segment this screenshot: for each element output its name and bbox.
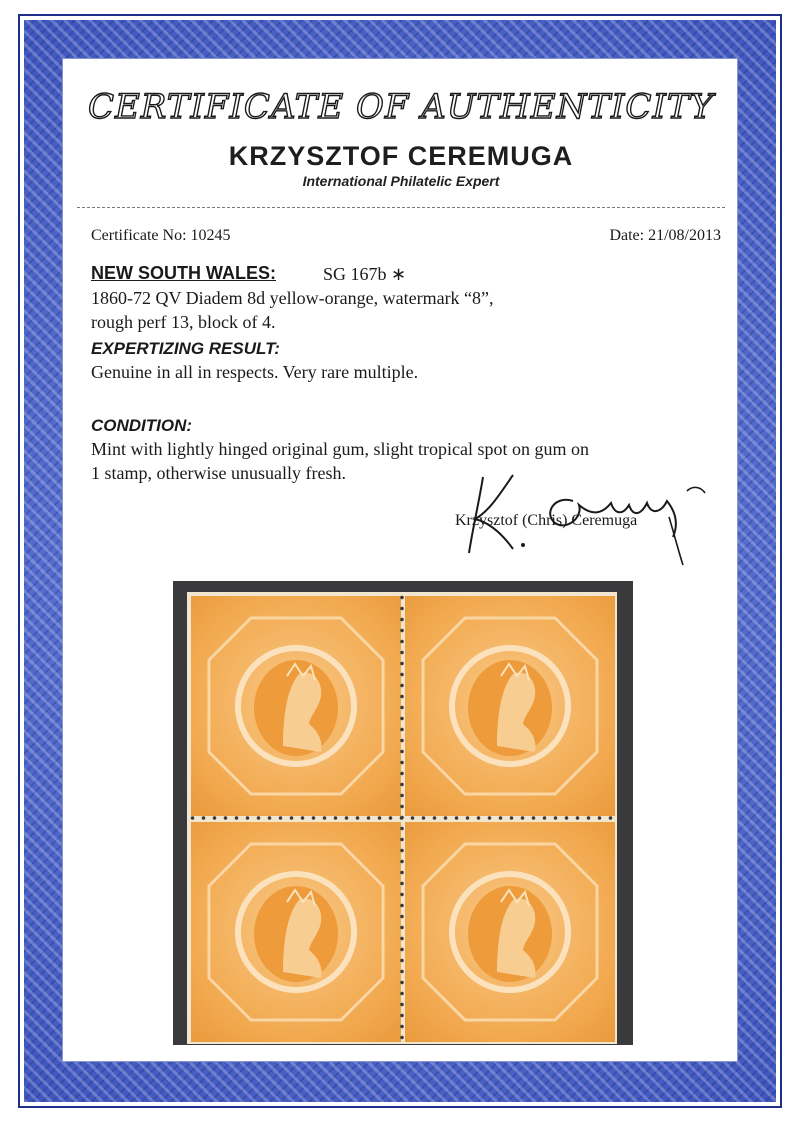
certificate-panel — [62, 58, 738, 1062]
stamp-country: NEW SOUTH WALES: — [91, 263, 276, 283]
stamp-bottom-left — [191, 822, 401, 1042]
condition-line-1: Mint with lightly hinged original gum, slight tropical spot on gum on — [91, 439, 589, 459]
stamp-block-of-four — [187, 592, 617, 1044]
certificate-title: CERTIFICATE OF AUTHENTICITY — [87, 87, 715, 127]
expertizing-heading: EXPERTIZING RESULT: — [91, 339, 280, 358]
stamp-catalogue-number: SG 167b ∗ — [323, 264, 407, 284]
queen-portrait-icon — [191, 822, 401, 1042]
stamp-bottom-right — [405, 822, 615, 1042]
queen-portrait-icon — [405, 822, 615, 1042]
stamp-top-left — [191, 596, 401, 816]
stamp-top-right — [405, 596, 615, 816]
condition-heading: CONDITION: — [91, 416, 193, 435]
expert-role: International Philatelic Expert — [302, 173, 500, 189]
stamp-description-line-1: 1860-72 QV Diadem 8d yellow-orange, watermark “8”, — [91, 288, 494, 308]
header-divider — [77, 207, 725, 208]
vertical-perforation — [399, 592, 405, 1044]
certificate-number: Certificate No: 10245 — [91, 227, 231, 244]
queen-portrait-icon — [191, 596, 401, 816]
signer-name: Krzysztof (Chris) Ceremuga — [455, 512, 638, 529]
certificate-date: Date: 21/08/2013 — [609, 227, 721, 244]
condition-line-2: 1 stamp, otherwise unusually fresh. — [91, 463, 346, 483]
expert-name: KRZYSZTOF CEREMUGA — [228, 141, 574, 171]
expertizing-result: Genuine in all in respects. Very rare multiple. — [91, 362, 419, 382]
stamp-description-line-2: rough perf 13, block of 4. — [91, 312, 276, 332]
queen-portrait-icon — [405, 596, 615, 816]
